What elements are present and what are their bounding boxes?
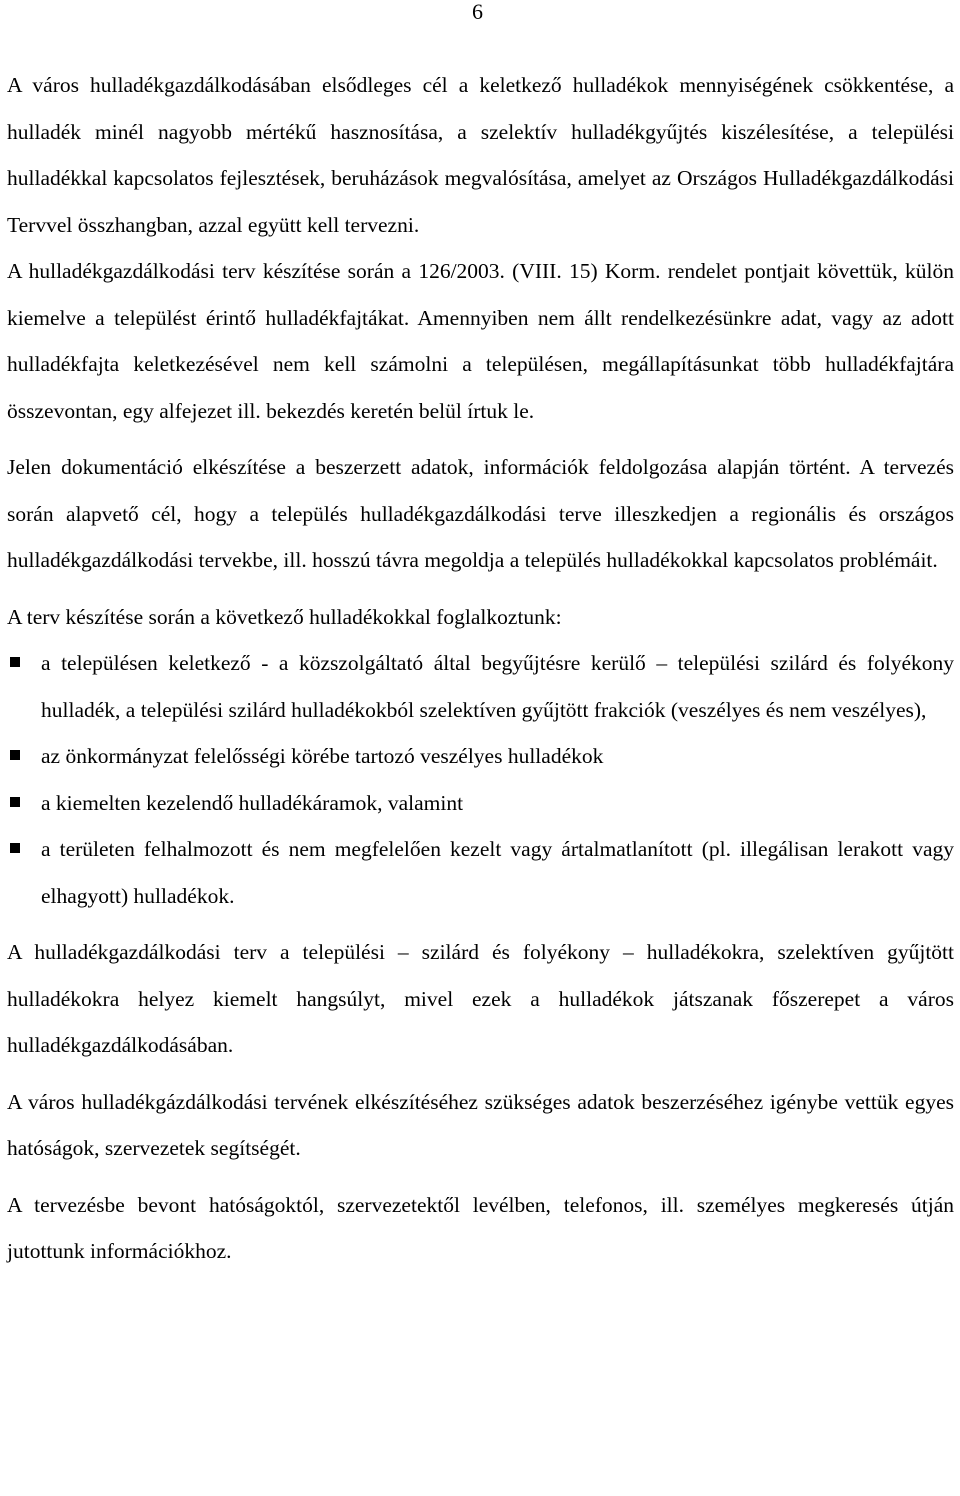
paragraph-list-intro: A terv készítése során a következő hulladékokkal foglalkoztunk: bbox=[7, 604, 562, 629]
list-item-text: az önkormányzat felelősségi körébe tartozó veszélyes hulladékok bbox=[41, 744, 604, 768]
waste-types-list bbox=[7, 640, 954, 919]
paragraph-emphasis: A hulladékgazdálkodási terv a települési – szilárd és folyékony – hulladékokra, szelektíven gyűjtött hulladékokra helyez kiemelt hangsúlyt, mivel ezek a hulladékok játszanak főszerepet a város hulladékgazdálkodásában. bbox=[7, 940, 954, 1057]
list-item-text: a területen felhalmozott és nem megfelelően kezelt vagy ártalmatlanított (pl. illegálisan lerakott vagy elhagyott) hulladékok. bbox=[41, 837, 954, 908]
square-bullet-icon bbox=[10, 843, 20, 853]
list-item bbox=[7, 780, 954, 827]
list-item bbox=[7, 640, 954, 733]
list-item bbox=[7, 826, 954, 919]
paragraph-documentation: Jelen dokumentáció elkészítése a beszerzett adatok, információk feldolgozása alapján történt. A tervezés során alapvető cél, hogy a település hulladékgazdálkodási terve illeszkedjen a regionális és országos hulladékgazdálkodási tervekbe, ill. hosszú távra megoldja a település hulladékokkal kapcsolatos problémáit. bbox=[7, 455, 954, 572]
paragraph-intro: A város hulladékgazdálkodásában elsődleges cél a keletkező hulladékok mennyiségének csökkentése, a hulladék minél nagyobb mértékű hasznosítása, a szelektív hulladékgyűjtés kiszélesítése, a települési hulladékkal kapcsolatos fejlesztések, beruházások megvalósítása, amelyet az Országos Hulladékgazdálkodási Tervvel összhangban, azzal együtt kell tervezni. bbox=[7, 73, 954, 237]
paragraph-contact: A tervezésbe bevont hatóságoktól, szervezetektől levélben, telefonos, ill. személyes megkeresés útján jutottunk információkhoz. bbox=[7, 1192, 954, 1263]
paragraph-authorities: A város hulladékgázdálkodási tervének elkészítéséhez szükséges adatok beszerzéséhez igénybe vettük egyes hatóságok, szervezetek segítségét. bbox=[7, 1089, 954, 1160]
list-item bbox=[7, 733, 954, 780]
square-bullet-icon bbox=[10, 750, 20, 760]
paragraph-regulation: A hulladékgazdálkodási terv készítése során a 126/2003. (VIII. 15) Korm. rendelet pontjait követtük, külön kiemelve a települést érintő hulladékfajtákat. Amennyiben nem állt rendelkezésünkre adat, vagy az adott hulladékfajta keletkezésével nem kell számolni a településen, megállapításunkat több hulladékfajtára összevontan, egy alfejezet ill. bekezdés keretén belül írtuk le. bbox=[7, 259, 954, 423]
list-item-text: a kiemelten kezelendő hulladékáramok, valamint bbox=[41, 790, 464, 815]
square-bullet-icon bbox=[10, 657, 20, 667]
document-body bbox=[7, 62, 954, 1275]
square-bullet-icon bbox=[10, 797, 20, 807]
page-number: 6 bbox=[472, 0, 483, 24]
list-item-text: a településen keletkező - a közszolgáltató által begyűjtésre kerülő – települési szilárd és folyékony hulladék, a települési szilárd hulladékokból szelektíven gyűjtött frakciók (veszélyes és nem veszélyes), bbox=[41, 651, 954, 722]
